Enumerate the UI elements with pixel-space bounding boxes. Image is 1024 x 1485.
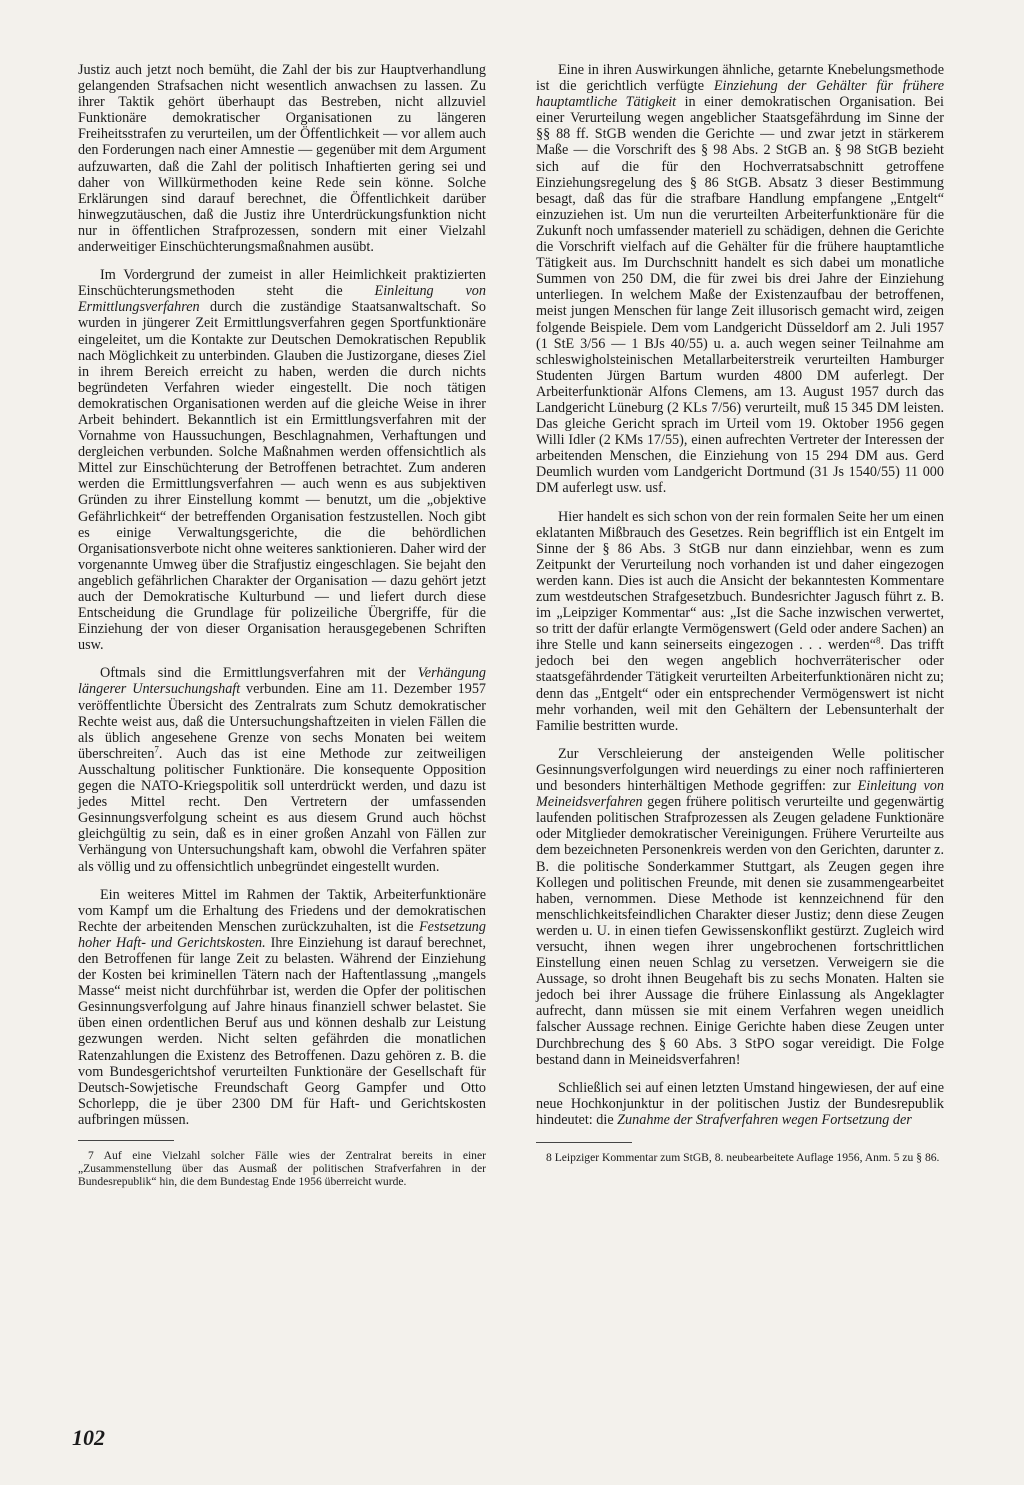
paragraph-text: Ihre Einziehung ist darauf berechnet, den Betroffenen für lange Zeit zu belasten. Während der Einziehung der Kosten bei kriminellen Tätern nach der Haftentlassung „mangels Masse“ meist nicht durchführbar ist, werden die Opfer der politischen Gesinnungsverfolgung auf Jahre hinaus finanziell schwer belastet. Sie üben einen ordentlichen Beruf aus und können deshalb zur Leistung gezwungen werden. Nicht selten gefährden die monatlichen Ratenzahlungen die Existenz des Betroffenen. Dazu gehören z. B. die vom Bundesgerichtshof verurteilten Funktionäre der Gesellschaft für Deutsch-Sowjetische Freundschaft Georg Gampfer und Otto Schorlepp, die je über 2300 DM für Haft- und Gerichtskosten aufbringen müssen. <box>78 934 486 1128</box>
emphasis-text: Einleitung von Ermittlungsverfahren <box>78 283 486 316</box>
paragraph-text: . Das trifft jedoch bei den wegen angeblich hochverräterischer oder staatsgefährdender Tätigkeit verurteilten Arbeiterfunktionären nicht zu; denn das „Entgelt“ oder ein entsprechender Vermögenswert ist nicht mehr vorhanden, weil mit den Gehältern der Lebensunterhalt der Familie bestritten wurde. <box>536 637 944 734</box>
paragraph-text: Schließlich sei auf einen letzten Umstand hingewiesen, der auf eine neue Hochkonjunktur in der politischen Justiz der Bundesrepublik hindeutet: die <box>536 1079 944 1128</box>
left-paragraph-1 <box>78 62 486 255</box>
paragraph-text: Eine in ihren Auswirkungen ähnliche, getarnte Knebelungsmethode ist die gerichtlich verfügte <box>536 62 944 95</box>
paragraph-text: Hier handelt es sich schon von der rein formalen Seite her um einen eklatanten Mißbrauch des Gesetzes. Rein begrifflich ist ein Entgelt im Sinne der § 86 Abs. 3 StGB nur dann einziehbar, wenn es zum Zeitpunkt der Verurteilung noch vorhanden ist und daher eingezogen werden kann. Dies ist auch die Ansicht der bekanntesten Kommentare zum westdeutschen Strafgesetzbuch. Bundesrichter Jagusch führt z. B. im „Leipziger Kommentar“ aus: „Ist die Sache inzwischen verwertet, so tritt der dafür erlangte Vermögenswert (Geld oder andere Sachen) an ihre Stelle und kann seinerseits eingezogen . . . werden“ <box>536 508 944 654</box>
right-paragraph-3 <box>536 746 944 1068</box>
right-footnote-block <box>536 1142 944 1164</box>
paragraph-text: gegen frühere politisch verurteilte und gegenwärtig laufenden politischen Strafprozessen als Zeugen geladene Funktionäre oder Mitglieder demokratischer Vereinigungen. Frühere Verurteilte aus dem bezeichneten Personenkreis werden von den Gerichten, darunter z. B. die politische Sonderkammer Stuttgart, als Zeugen gegen ihre Kollegen und politischen Freunde, mit denen sie zusammengearbeitet haben, vernommen. Diese Methode ist kennzeichnend für den menschlichkeitsfeindlichen Charakter dieser Justiz; denn diese Zeugen werden u. U. in einen tiefen Gewissenskonflikt gestürzt. Zugleich wird versucht, ihnen wegen ihrer ungebrochenen fortschrittlichen Einstellung einen neuen Schlag zu versetzen. Verweigern sie die Aussage, so droht ihnen Beugehaft bis zu sechs Monaten. Halten sie jedoch bei ihrer Aussage die frühere Einlassung als Angeklagter aufrecht, dann müssen sie mit einem Verfahren wegen uneidlich falscher Aussage rechnen. Einige Gerichte haben diese Zeugen unter Durchbrechung des § 60 Abs. 3 StPO sogar vereidigt. Die Folge bestand dann in Meineidsverfahren! <box>536 794 944 1068</box>
footnote-ref: 8 <box>876 635 881 646</box>
emphasis-text: Einleitung von Meineidsverfahren <box>536 778 944 811</box>
page-number: 102 <box>72 1425 105 1450</box>
paragraph-text: Ein weiteres Mittel im Rahmen der Taktik, Arbeiterfunktionäre vom Kampf um die Erhaltung des Friedens und der demokratischen Rechte der arbeitenden Menschen zurückzuhalten, ist die <box>78 886 486 935</box>
footnote-7: 7 Auf eine Vielzahl solcher Fälle wies der Zentralrat bereits in einer „Zusammenstellung über das Ausmaß der politischen Strafverfahren in der Bundesrepublik“ hin, die dem Bundestag Ende 1956 überreicht wurde. <box>78 1149 486 1189</box>
left-paragraph-4 <box>78 887 486 1128</box>
footnote-divider <box>78 1140 174 1141</box>
footnote-8: 8 Leipziger Kommentar zum StGB, 8. neubearbeitete Auflage 1956, Anm. 5 zu § 86. <box>546 1151 940 1164</box>
emphasis-text: Verhängung längerer Untersuchungshaft <box>78 665 486 698</box>
right-paragraph-2 <box>536 509 944 734</box>
paragraph-text: in einer demokratischen Organisation. Bei einer Verurteilung wegen angeblicher Staatsgefährdung im Sinne der §§ 88 ff. StGB wenden die Gerichte — und zwar jetzt in stärkerem Maße — die Vorschrift des § 98 Abs. 2 StGB an. § 98 StGB bezieht sich auf die für den Hochverratsabschnitt getroffene Einziehungsregelung des § 86 StGB. Absatz 3 dieser Bestimmung besagt, daß das für die strafbare Handlung empfangene „Entgelt“ einzuziehen ist. Um nun die verurteilten Arbeiterfunktionäre für die Zukunft noch umfassender materiell zu schädigen, dehnen die Gerichte die Vorschrift vielfach auf die Gehälter für die frühere hauptamtliche Tätigkeit aus. Im Durchschnitt handelt es sich dabei um monatliche Summen von 250 DM, die für zwei bis drei Jahre der Einziehung unterliegen. In welchem Maße der Existenzaufbau der betroffenen, meist jungen Menschen für lange Zeit illusorisch gemacht wird, zeigen folgende Beispiele. Dem vom Landgericht Düsseldorf am 2. Juli 1957 (1 StE 3/56 — 1 BJs 40/55) u. a. auch wegen seiner Teilnahme am schleswigholsteinischen Metallarbeiterstreik verurteilten Hamburger Studenten Jürgen Bartum wurden 4800 DM auferlegt. Der Arbeiterfunktionär Alfons Clemens, am 13. August 1957 durch das Landgericht Lüneburg (2 KLs 7/56) verurteilt, muß 15 345 DM leisten. Das gleiche Gericht sprach im Urteil vom 19. Oktober 1956 gegen Willi Idler (2 KMs 17/55), einen aufrechten Vertreter der Interessen der arbeitenden Menschen, die Einziehung von 15 294 DM aus. Gerd Deumlich wurden vom Landgericht Dortmund (31 Js 1540/55) 11 000 DM auferlegt usw. usf. <box>536 94 944 497</box>
left-column <box>78 62 486 1189</box>
paragraph-text: Zur Verschleierung der ansteigenden Welle politischer Gesinnungsverfolgungen wird neuerdings zu einer noch raffinierteren und besonders hinterhältigen Methode gegriffen: zur <box>536 745 944 795</box>
emphasis-text: Festsetzung hoher Haft- und Gerichtskosten. <box>78 918 486 951</box>
left-paragraph-2 <box>78 267 486 653</box>
left-paragraph-3 <box>78 665 486 874</box>
paragraph-text: Im Vordergrund der zumeist in aller Heimlichkeit praktizierten Einschüchterungsmethoden steht die <box>78 267 486 300</box>
footnote-ref: 7 <box>154 744 159 755</box>
paragraph-text: Oftmals sind die Ermittlungsverfahren mit der <box>100 665 418 682</box>
emphasis-text: Zunahme der Strafverfahren wegen Fortsetzung der <box>617 1111 912 1128</box>
emphasis-text: Einziehung der Gehälter für frühere hauptamtliche Tätigkeit <box>536 78 944 111</box>
paragraph-text: durch die zuständige Staatsanwaltschaft. So wurden in jüngerer Zeit Ermittlungsverfahren gegen Sportfunktionäre eingeleitet, um die Kontakte zur Deutschen Demokratischen Republik nach Möglichkeit zu unterbinden. Glauben die Justizorgane, dieses Ziel in ihrem Bereich erreicht zu haben, werden die durch nichts begründeten Verfahren wieder eingestellt. Die noch tätigen demokratischen Organisationen werden auf die gleiche Weise in ihrer Arbeit behindert. Bekanntlich ist ein Ermittlungsverfahren mit der Vornahme von Haussuchungen, Beschlagnahmen, Verhaftungen und dergleichen verbunden. Solche Maßnahmen werden offensichtlich als Mittel zur Einschüchterung der Betroffenen betrachtet. Zum anderen werden die Ermittlungsverfahren — auch wenn es aus subjektiven Gründen zu ihrer Einstellung kommt — benutzt, um die „objektive Gefährlichkeit“ der betreffenden Organisation festzustellen. Noch gibt es einige Verwaltungsgerichte, die die behördlichen Organisationsverbote nicht ohne weiteres sanktionieren. Daher wird der vorgenannte Umweg über die Strafjustiz eingeschlagen. Sie bejaht den angeblich gefährlichen Charakter der Organisation — dazu gehört jetzt auch der Demokratische Kulturbund — und liefert durch diese Entscheidung die Grundlage für polizeiliche Übergriffe, für die Einziehung der von dieser Organisation herausgegebenen Schriften usw. <box>78 299 486 654</box>
footnote-divider <box>536 1142 632 1143</box>
paragraph-text: Justiz auch jetzt noch bemüht, die Zahl der bis zur Hauptverhandlung gelangenden Strafsachen nicht wesentlich anwachsen zu lassen. Zu ihrer Taktik gehört überhaupt das Bestreben, nicht allzuviel Funktionäre demokratischer Organisationen zu längeren Freiheitsstrafen zu verurteilen, um der Öffentlichkeit — vor allem auch den Forderungen nach einer Amnestie — gegenüber mit dem Argument aufzuwarten, daß die Zahl der politisch Inhaftierten gering sei und daher von Willkürmethoden keine Rede sein könne. Solche Erklärungen sind darauf berechnet, die Öffentlichkeit darüber hinwegzutäuschen, daß die Justiz ihre Unterdrückungsfunktion nicht nur in öffentlichen Strafprozessen, sondern mit einer Vielzahl anderweitiger Einschüchterungsmaßnahmen ausübt. <box>78 62 486 256</box>
right-column <box>536 62 944 1164</box>
paragraph-text: verbunden. Eine am 11. Dezember 1957 veröffentlichte Übersicht des Zentralrats zum Schutz demokratischer Rechte weist aus, daß die Untersuchungshaftzeiten in vielen Fällen die als üblich angesehene Grenze von sechs Monaten bei weitem überschreiten <box>78 681 487 762</box>
right-paragraph-4 <box>536 1080 944 1128</box>
right-paragraph-1 <box>536 62 944 497</box>
paragraph-text: . Auch das ist eine Methode zur zeitweiligen Ausschaltung politischer Funktionäre. Die konsequente Opposition gegen die NATO-Kriegspolitik soll unterdrückt werden, und dazu ist jedes Mittel recht. Den Vertretern der umfassenden Gesinnungsverfolgung scheint es aus diesem Grund auch höchst gleichgültig zu sein, daß es in einer großen Anzahl von Fällen zur Verhängung von Untersuchungshaft kam, obwohl die Verfahren später als völlig und zu offensichtlich unbegründet eingestellt wurden. <box>78 745 486 875</box>
left-footnote-block <box>78 1140 486 1189</box>
